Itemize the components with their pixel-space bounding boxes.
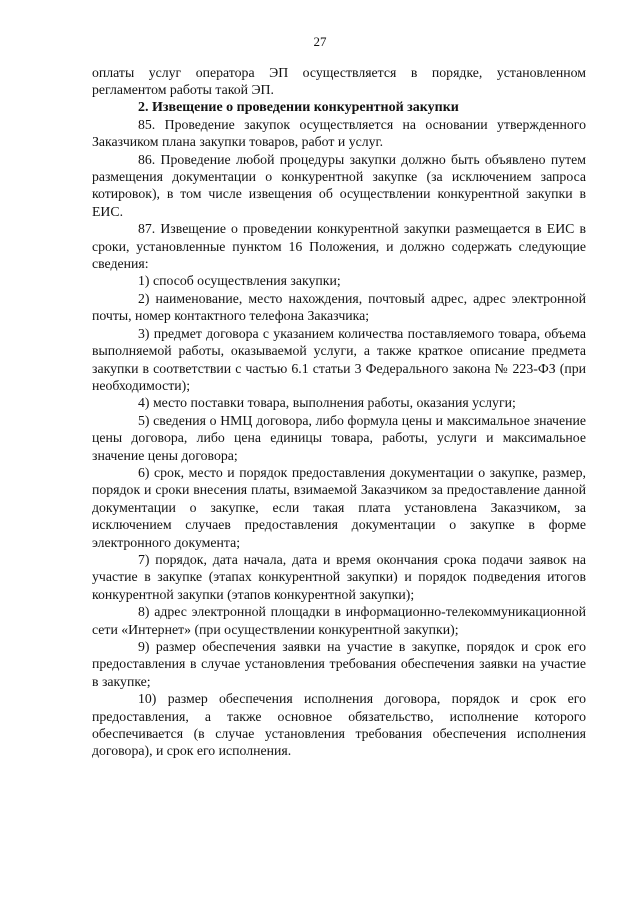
page-number: 27 [313, 34, 327, 49]
list-item-4: 4) место поставки товара, выполнения работы, оказания услуги; [138, 395, 516, 411]
intro-paragraph: оплаты услуг оператора ЭП осуществляется в порядке, установленном регламентом работы такой ЭП. [92, 65, 586, 98]
list-item-1: 1) способ осуществления закупки; [138, 273, 341, 289]
list-item-7: 7) порядок, дата начала, дата и время окончания срока подачи заявок на участие в закупке (этапах конкурентной закупки) и порядок подведения итогов конкурентной закупки (этапов конкурентной закупки); [92, 551, 586, 602]
list-item-3: 3) предмет договора с указанием количества поставляемого товара, объема выполняемой работы, оказываемой услуги, а также краткое описание предмета закупки в соответствии с частью 6.1 статьи 3 Федерального закона № 223-ФЗ (при необходимости); [92, 325, 586, 393]
paragraph-85: 85. Проведение закупок осуществляется на основании утвержденного Заказчиком плана закупки товаров, работ и услуг. [92, 116, 586, 150]
list-item-9: 9) размер обеспечения заявки на участие в закупке, порядок и срок его предоставления в случае установления требования обеспечения заявки на участие в закупке; [92, 639, 586, 689]
paragraph-87: 87. Извещение о проведении конкурентной закупки размещается в ЕИС в сроки, установленные пунктом 16 Положения, и должно содержать следующие сведения: [92, 221, 586, 272]
list-item-2: 2) наименование, место нахождения, почтовый адрес, адрес электронной почты, номер контактного телефона Заказчика; [92, 290, 586, 324]
section-heading: 2. Извещение о проведении конкурентной закупки [138, 99, 459, 115]
list-item-10: 10) размер обеспечения исполнения договора, порядок и срок его предоставления, а также основное обязательство, исполнение которого обеспечивается (в случае установления требования обеспечения исполнения договора), и срок его исполнения. [92, 691, 586, 759]
paragraph-86: 86. Проведение любой процедуры закупки должно быть объявлено путем размещения документации о конкурентной закупке (за исключением запроса котировок), в том числе извещения об осуществлении конкурентной закупки в ЕИС. [92, 151, 586, 219]
list-item-6: 6) срок, место и порядок предоставления документации о закупке, размер, порядок и сроки внесения платы, взимаемой Заказчиком за предоставление данной документации о закупке, если такая плата установлена Заказчиком, за исключением случаев предоставления документации о закупке в форме электронного документа; [92, 464, 586, 550]
document-body [92, 64, 586, 760]
list-item-5: 5) сведения о НМЦ договора, либо формула цены и максимальное значение цены договора, либо цена единицы товара, работы, услуги и максимальное значение цены договора; [92, 412, 586, 463]
list-item-8: 8) адрес электронной площадки в информационно-телекоммуникационной сети «Интернет» (при осуществлении конкурентной закупки); [92, 604, 586, 637]
